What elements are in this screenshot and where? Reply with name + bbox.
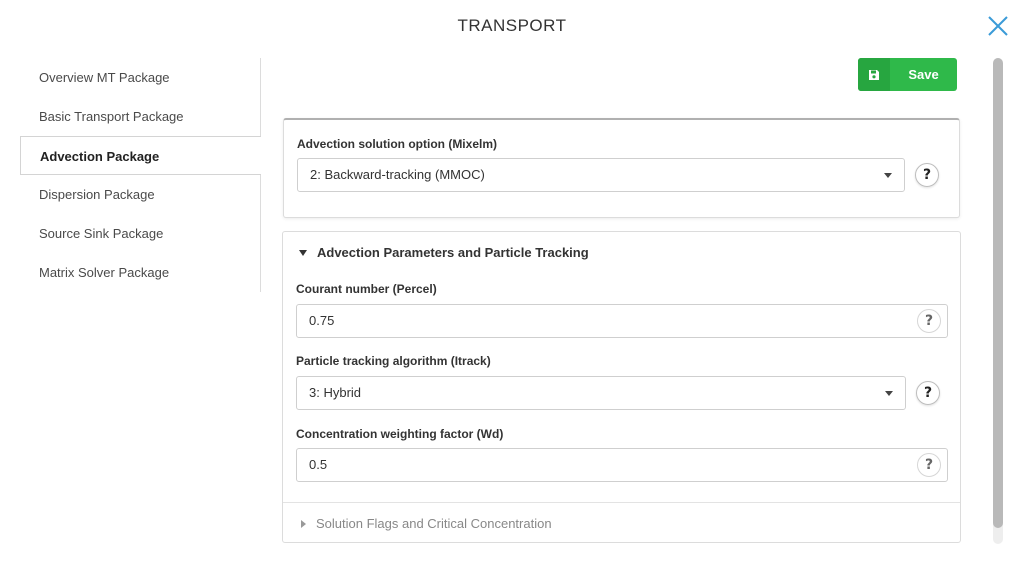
tracking-select[interactable] [296,376,906,410]
courant-value: 0.75 [309,313,335,328]
sidebar-item-dispersion[interactable]: Dispersion Package [39,187,155,202]
save-button[interactable] [858,58,957,91]
weighting-input[interactable] [296,448,948,482]
help-icon[interactable]: ? [917,309,941,333]
tracking-value: 3: Hybrid [309,385,362,400]
scrollbar-thumb[interactable] [993,58,1003,528]
floppy-disk-icon [858,58,890,91]
sidebar-item-basic-transport[interactable]: Basic Transport Package [39,109,184,124]
courant-input[interactable] [296,304,948,338]
advection-option-panel [283,118,960,218]
weighting-value: 0.5 [309,457,328,472]
advection-params-panel [282,231,961,543]
solution-flags-title: Solution Flags and Critical Concentration [316,516,552,531]
advection-option-label: Advection solution option (Mixelm) [297,137,497,151]
solution-flags-header[interactable] [301,516,552,531]
weighting-label: Concentration weighting factor (Wd) [296,427,504,441]
tracking-label: Particle tracking algorithm (Itrack) [296,354,491,368]
save-label: Save [908,67,939,82]
sidebar-item-advection[interactable]: Advection Package [20,136,261,175]
advection-option-value: 2: Backward-tracking (MMOC) [310,167,485,182]
help-icon[interactable]: ? [916,381,940,405]
caret-down-icon [299,250,307,256]
help-icon[interactable]: ? [915,163,939,187]
chevron-down-icon [885,391,893,396]
advection-params-title: Advection Parameters and Particle Tracking [317,245,589,260]
dialog-title: TRANSPORT [457,16,567,35]
sidebar-item-overview-mt[interactable]: Overview MT Package [39,70,170,85]
chevron-down-icon [884,173,892,178]
help-icon[interactable]: ? [917,453,941,477]
solution-flags-section [283,502,960,543]
courant-label: Courant number (Percel) [296,282,437,296]
sidebar-nav [20,58,261,292]
sidebar-item-matrix-solver[interactable]: Matrix Solver Package [39,265,170,280]
advection-option-select[interactable] [297,158,905,192]
advection-params-header[interactable] [299,245,589,260]
sidebar-item-source-sink[interactable]: Source Sink Package [39,226,164,241]
close-icon[interactable] [986,14,1010,38]
caret-right-icon [301,520,306,528]
